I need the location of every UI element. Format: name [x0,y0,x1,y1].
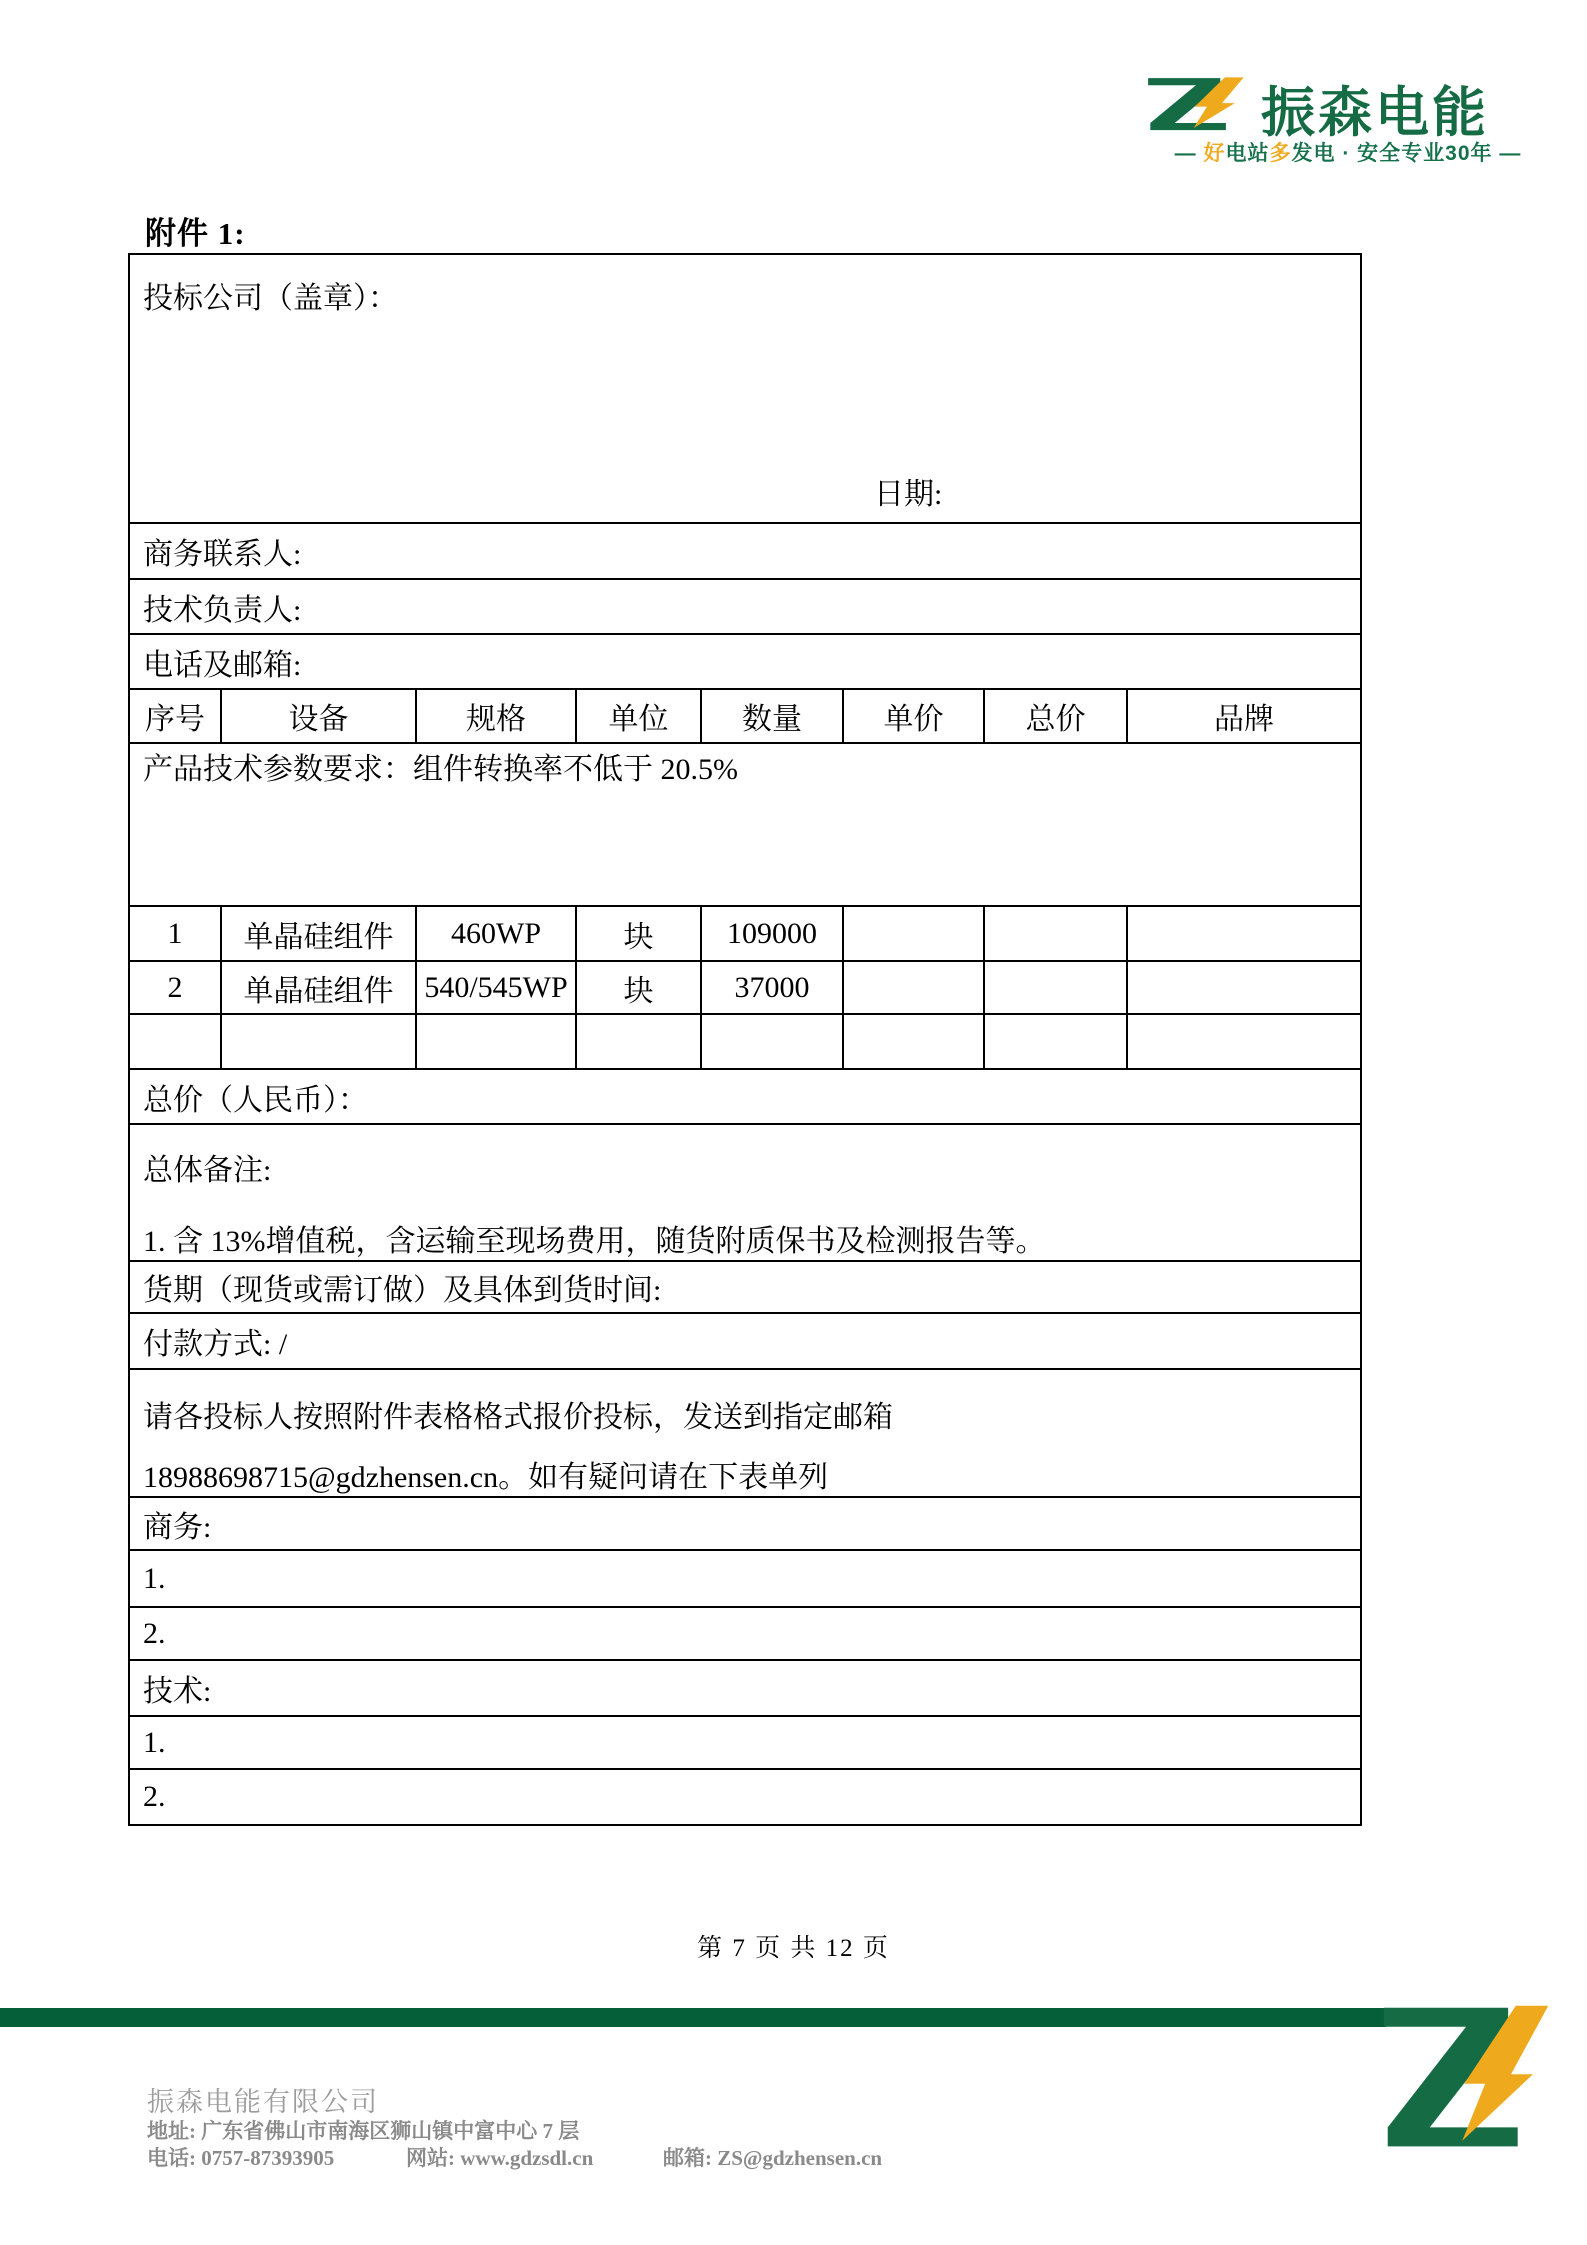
remarks-title: 总体备注: [143,1154,272,1187]
item-qty: 37000 [701,961,843,1014]
tagline-part: 多 [1269,142,1292,165]
col-header-no: 序号 [129,689,221,743]
page-title: 附件 1: [145,216,246,251]
instruction-line2: 18988698715@gdzhensen.cn。如有疑问请在下表单列 [143,1461,829,1494]
technical-lead-row [129,579,1361,634]
tagline [1128,137,1568,167]
item-unit-price [843,906,984,961]
bidder-company-label: 投标公司（盖章）： [143,282,398,315]
item-no: 2 [129,961,221,1014]
technical-item-1: 1. [129,1716,1361,1769]
remarks-row [129,1124,1361,1261]
total-price-row [129,1069,1361,1124]
item-unit: 块 [576,906,701,961]
col-header-spec: 规格 [416,689,576,743]
tagline-part: 电站 [1225,142,1270,165]
instruction-line1: 请各投标人按照附件表格格式报价投标，发送到指定邮箱 [143,1401,893,1434]
footer-email: 邮箱: ZS@gdzhensen.cn [663,2146,883,2170]
item-no: 1 [129,906,221,961]
total-price-label: 总价（人民币）： [129,1069,1361,1124]
item-brand [1127,1014,1361,1069]
item-spec: 540/545WP [416,961,576,1014]
item-row [129,961,1361,1014]
technical-lead-label: 技术负责人: [129,579,1361,634]
item-device: 单晶硅组件 [221,906,416,961]
item-row-empty [129,1014,1361,1069]
footer-website: 网站: www.gdzsdl.cn [406,2146,594,2170]
payment-label: 付款方式: / [129,1313,1361,1369]
business-contact-row [129,523,1361,579]
technical-item-row [129,1769,1361,1825]
remarks-item: 1. 含 13%增值税，含运输至现场费用，随货附质保书及检测报告等。 [143,1225,1046,1258]
business-contact-label: 商务联系人: [129,523,1361,579]
item-no [129,1014,221,1069]
item-total [984,1014,1127,1069]
technical-section-label: 技术: [129,1660,1361,1716]
bid-form-table [128,253,1362,1826]
tagline-part: · [1335,142,1358,165]
table-header-row [129,689,1361,743]
footer-band [0,2008,1386,2027]
footer-address: 地址: 广东省佛山市南海区狮山镇中富中心 7 层 [147,2119,580,2143]
item-total [984,906,1127,961]
business-item-2: 2. [129,1607,1361,1660]
instruction-row [129,1369,1361,1497]
item-unit [576,1014,701,1069]
item-spec [416,1014,576,1069]
business-item-row [129,1550,1361,1607]
col-header-unit: 单位 [576,689,701,743]
footer-phone: 电话: 0757-87393905 [147,2146,335,2170]
item-brand [1127,961,1361,1014]
item-unit-price [843,1014,984,1069]
item-row [129,906,1361,961]
phone-email-row [129,634,1361,689]
item-qty [701,1014,843,1069]
col-header-qty: 数量 [701,689,843,743]
business-item-1: 1. [129,1550,1361,1607]
date-label: 日期: [874,478,943,511]
item-unit: 块 [576,961,701,1014]
tagline-part: 发电 [1291,142,1336,165]
col-header-brand: 品牌 [1127,689,1361,743]
technical-item-row [129,1716,1361,1769]
item-spec: 460WP [416,906,576,961]
tagline-part: — [1492,142,1522,165]
tech-requirement-row [129,743,1361,906]
footer-logo-icon [1382,2002,1554,2154]
page-indicator: 第 7 页 共 12 页 [697,1935,890,1962]
tagline-part: — [1174,142,1204,165]
tagline-part: 好 [1203,142,1226,165]
phone-email-label: 电话及邮箱: [129,634,1361,689]
business-section-row [129,1497,1361,1550]
business-section-label: 商务: [129,1497,1361,1550]
delivery-label: 货期（现货或需订做）及具体到货时间: [129,1261,1361,1313]
delivery-row [129,1261,1361,1313]
col-header-device: 设备 [221,689,416,743]
company-logo-text: 振森电能 [1261,83,1489,143]
technical-section-row [129,1660,1361,1716]
col-header-total: 总价 [984,689,1127,743]
item-brand [1127,906,1361,961]
item-device [221,1014,416,1069]
item-qty: 109000 [701,906,843,961]
item-device: 单晶硅组件 [221,961,416,1014]
footer-company-name: 振森电能有限公司 [147,2087,379,2117]
bidder-row [129,254,1361,523]
technical-item-2: 2. [129,1769,1361,1825]
item-total [984,961,1127,1014]
col-header-unit-price: 单价 [843,689,984,743]
header-logo [1128,56,1568,171]
payment-row [129,1313,1361,1369]
tech-requirement-text: 产品技术参数要求：组件转换率不低于 20.5% [129,743,1361,906]
business-item-row [129,1607,1361,1660]
company-logo-icon [1147,76,1247,133]
tagline-part: 安全专业30年 [1357,142,1493,165]
item-unit-price [843,961,984,1014]
